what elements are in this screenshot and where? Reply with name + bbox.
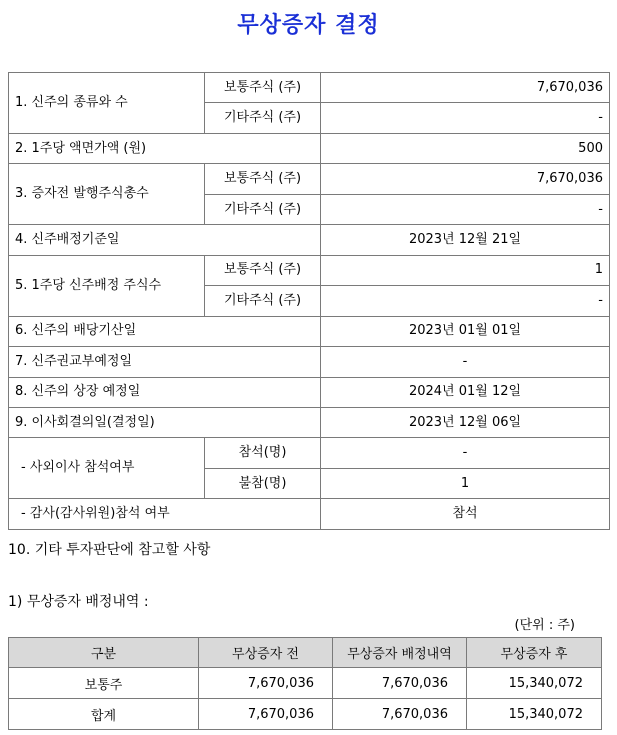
cell-value: 15,340,072 bbox=[467, 699, 602, 730]
cell-value: 7,670,036 bbox=[321, 164, 610, 194]
cell-value: 2023년 01월 01일 bbox=[321, 316, 610, 346]
table-row bbox=[9, 438, 610, 468]
table-row bbox=[9, 699, 602, 730]
column-header: 무상증자 배정내역 bbox=[333, 638, 467, 668]
row-label: 6. 신주의 배당기산일 bbox=[9, 316, 321, 346]
table-row bbox=[9, 407, 610, 437]
unit-label: (단위 : 주) bbox=[514, 618, 575, 633]
cell-value: 2023년 12월 06일 bbox=[321, 407, 610, 437]
table-row bbox=[9, 164, 610, 194]
cell-value: 1 bbox=[321, 468, 610, 498]
sub-label: 보통주식 (주) bbox=[205, 255, 321, 285]
column-header: 무상증자 전 bbox=[199, 638, 333, 668]
cell-value: 7,670,036 bbox=[333, 699, 467, 730]
decision-table bbox=[8, 72, 610, 530]
table-row bbox=[9, 225, 610, 255]
cell-value: 7,670,036 bbox=[321, 73, 610, 103]
subsection-heading: 1) 무상증자 배정내역 : bbox=[8, 594, 149, 610]
cell-value: 500 bbox=[321, 133, 610, 163]
row-label: 2. 1주당 액면가액 (원) bbox=[9, 133, 321, 163]
table-row bbox=[9, 499, 610, 530]
cell-value: - bbox=[321, 194, 610, 224]
cell-value: - bbox=[321, 347, 610, 377]
cell-value: - bbox=[321, 438, 610, 468]
allocation-table bbox=[8, 637, 602, 730]
row-label: 보통주 bbox=[9, 668, 199, 699]
row-label: 4. 신주배정기준일 bbox=[9, 225, 321, 255]
row-label: 3. 증자전 발행주식총수 bbox=[9, 164, 205, 225]
cell-value: 7,670,036 bbox=[199, 699, 333, 730]
sub-label: 보통주식 (주) bbox=[205, 164, 321, 194]
row-label: 5. 1주당 신주배정 주식수 bbox=[9, 255, 205, 316]
table-row bbox=[9, 377, 610, 407]
row-label: 1. 신주의 종류와 수 bbox=[9, 73, 205, 134]
row-label: 합계 bbox=[9, 699, 199, 730]
sub-label: 불참(명) bbox=[205, 468, 321, 498]
column-header: 무상증자 후 bbox=[467, 638, 602, 668]
table-row bbox=[9, 668, 602, 699]
table-row bbox=[9, 316, 610, 346]
page-title: 무상증자 결정 bbox=[237, 13, 380, 38]
row-label: - 사외이사 참석여부 bbox=[9, 438, 205, 499]
cell-value: 1 bbox=[321, 255, 610, 285]
cell-value: 7,670,036 bbox=[333, 668, 467, 699]
cell-value: - bbox=[321, 286, 610, 316]
section-heading: 10. 기타 투자판단에 참고할 사항 bbox=[8, 542, 211, 558]
row-label: - 감사(감사위원)참석 여부 bbox=[9, 499, 321, 530]
row-label: 8. 신주의 상장 예정일 bbox=[9, 377, 321, 407]
sub-label: 기타주식 (주) bbox=[205, 103, 321, 133]
cell-value: 참석 bbox=[321, 499, 610, 530]
table-row bbox=[9, 73, 610, 103]
cell-value: 7,670,036 bbox=[199, 668, 333, 699]
cell-value: 15,340,072 bbox=[467, 668, 602, 699]
row-label: 9. 이사회결의일(결정일) bbox=[9, 407, 321, 437]
sub-label: 참석(명) bbox=[205, 438, 321, 468]
cell-value: 2024년 01월 12일 bbox=[321, 377, 610, 407]
cell-value: - bbox=[321, 103, 610, 133]
sub-label: 기타주식 (주) bbox=[205, 286, 321, 316]
sub-label: 기타주식 (주) bbox=[205, 194, 321, 224]
table-row bbox=[9, 133, 610, 163]
header-row bbox=[9, 638, 602, 668]
cell-value: 2023년 12월 21일 bbox=[321, 225, 610, 255]
sub-label: 보통주식 (주) bbox=[205, 73, 321, 103]
table-row bbox=[9, 347, 610, 377]
table-row bbox=[9, 255, 610, 285]
row-label: 7. 신주권교부예정일 bbox=[9, 347, 321, 377]
column-header: 구분 bbox=[9, 638, 199, 668]
